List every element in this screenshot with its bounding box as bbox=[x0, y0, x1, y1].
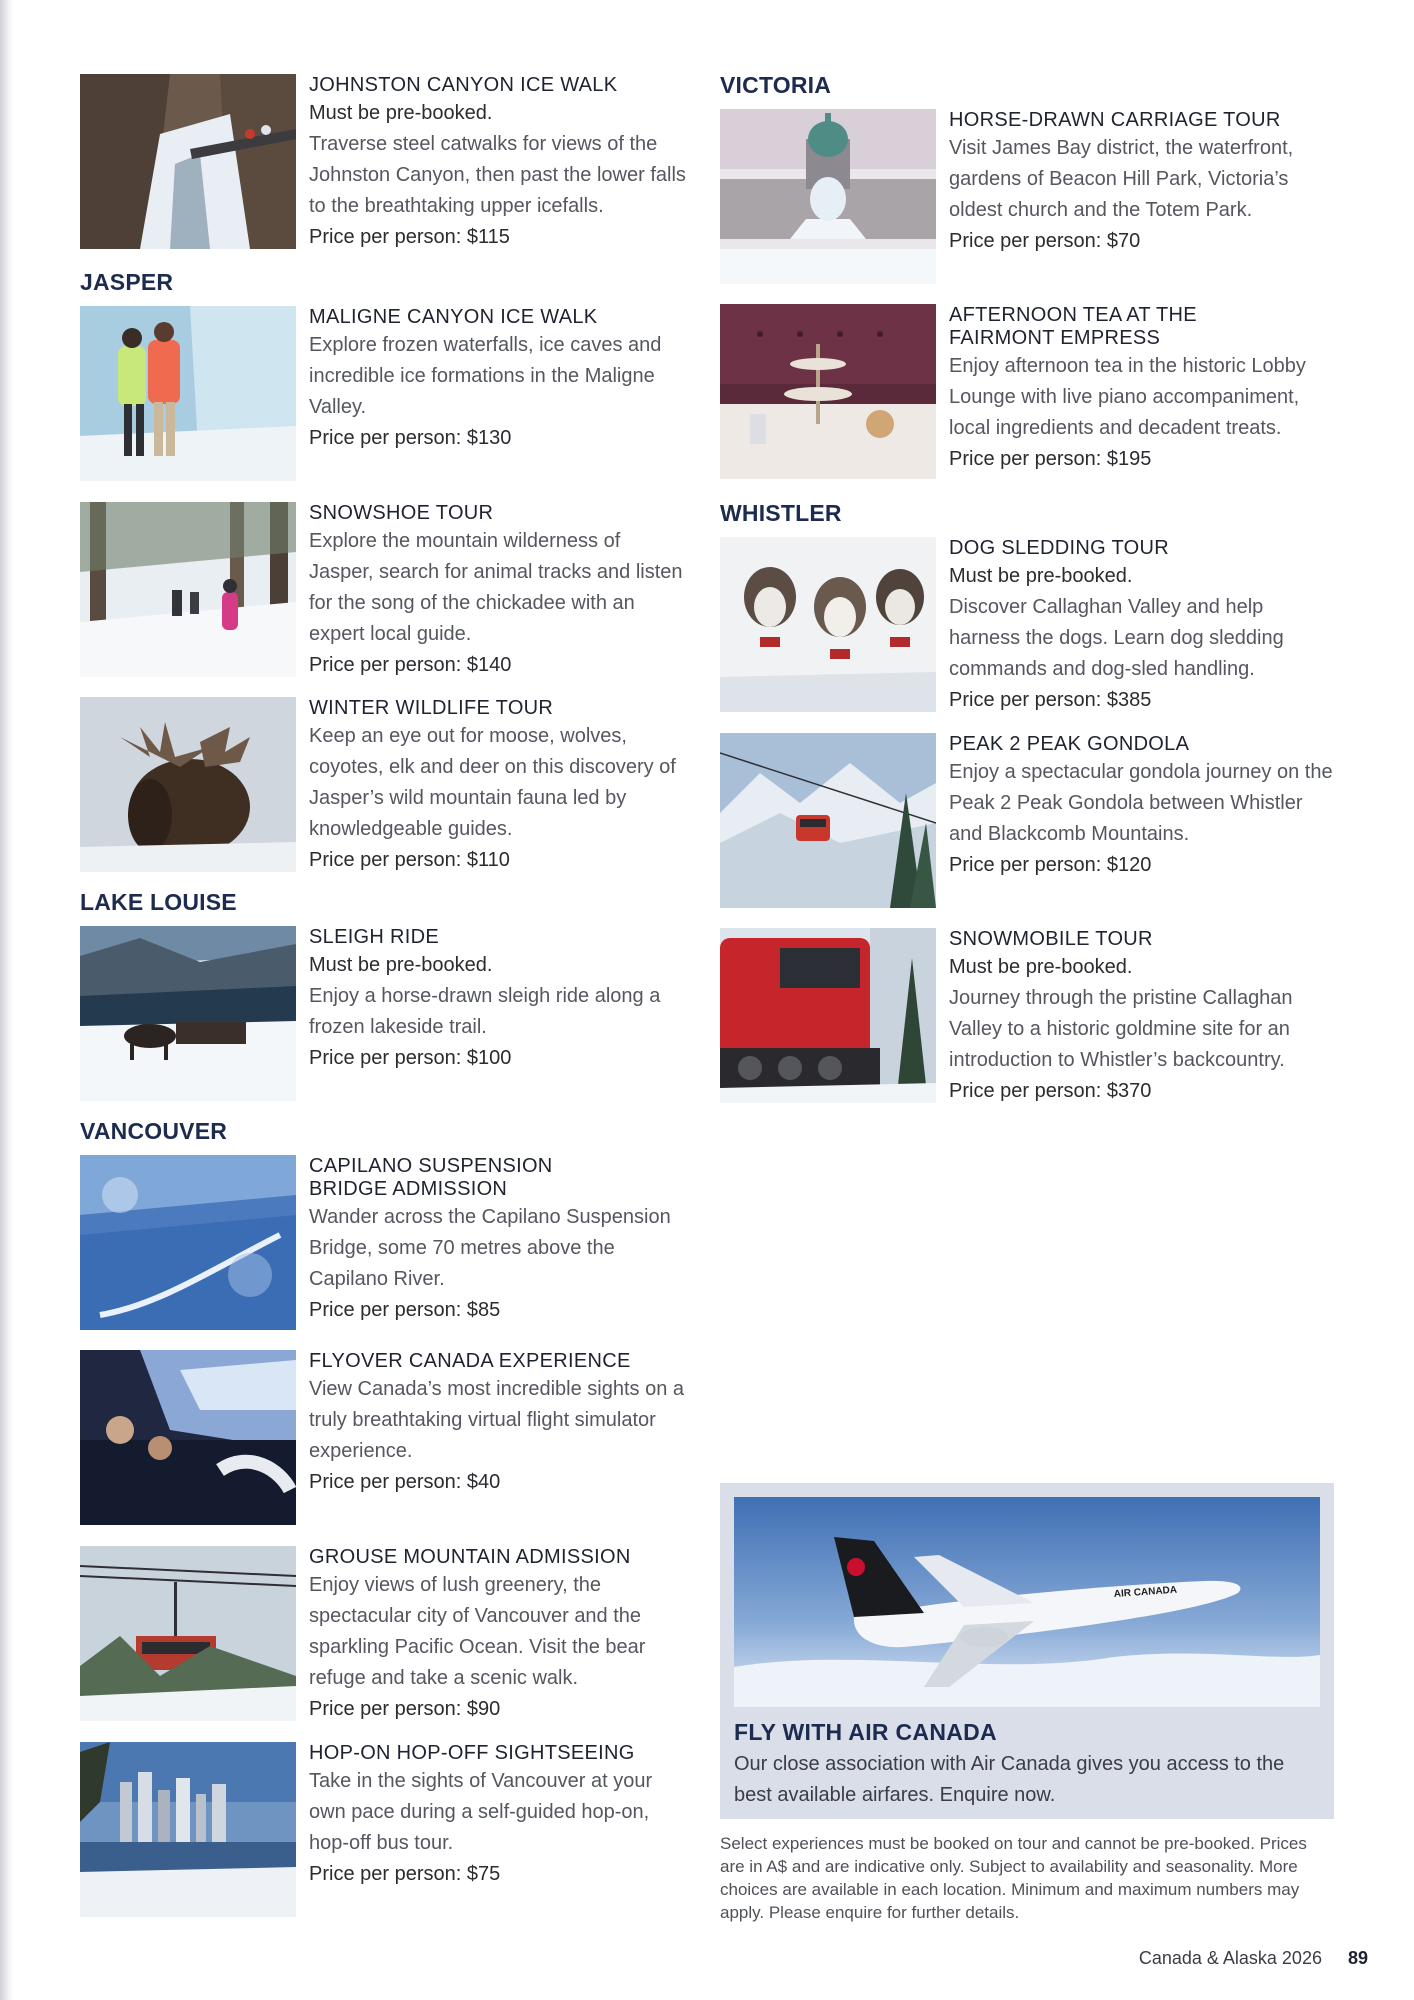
peak-gondola-photo bbox=[720, 733, 936, 908]
disclaimer-text: Select experiences must be booked on tour and cannot be pre-booked. Prices are in A$ and are indicative only. Subject to availability and seasonality. More choices are available in each location. Minimum and maximum numbers may apply. Please enquire for further details. bbox=[720, 1834, 1307, 1922]
experience-text bbox=[949, 928, 1334, 1107]
experience-description: Explore frozen waterfalls, ice caves and incredible ice formations in the Maligne Valley. bbox=[309, 334, 662, 418]
publication-name: Canada & Alaska 2026 bbox=[1138, 1948, 1322, 1968]
experience-title: HORSE-DRAWN CARRIAGE TOUR bbox=[949, 109, 1281, 131]
experience-description: Take in the sights of Vancouver at your own pace during a self-guided hop-on, hop-off bus tour. bbox=[309, 1770, 653, 1854]
experience-price: Price per person: $140 bbox=[309, 654, 512, 676]
experience-text bbox=[309, 502, 690, 681]
page-footer bbox=[1139, 1948, 1368, 1969]
experience-description: View Canada’s most incredible sights on a truly breathtaking virtual flight simulator experience. bbox=[309, 1378, 685, 1462]
sled-dogs-photo bbox=[720, 537, 936, 712]
experience-description: Wander across the Capilano Suspension Bridge, some 70 metres above the Capilano River. bbox=[309, 1206, 671, 1290]
experience-title: SNOWSHOE TOUR bbox=[309, 502, 494, 524]
region-heading-victoria: VICTORIA bbox=[720, 72, 832, 98]
promo-text: Our close association with Air Canada gives you access to the best available airfares. Enquire now. bbox=[734, 1753, 1285, 1806]
experience-text bbox=[949, 733, 1334, 881]
prebook-note: Must be pre-booked. bbox=[949, 565, 1133, 587]
experience-text bbox=[949, 537, 1334, 716]
experience-text bbox=[949, 304, 1334, 475]
experience-text bbox=[309, 1546, 690, 1725]
grouse-gondola-photo bbox=[80, 1546, 296, 1721]
experience-description: Traverse steel catwalks for views of the Johnston Canyon, then past the lower falls to the breathtaking upper icefalls. bbox=[309, 133, 686, 217]
region-heading-whistler: WHISTLER bbox=[720, 500, 842, 526]
afternoon-tea-photo bbox=[720, 304, 936, 479]
experience-price: Price per person: $70 bbox=[949, 230, 1141, 252]
experience-text bbox=[949, 109, 1334, 257]
experience-title: WINTER WILDLIFE TOUR bbox=[309, 697, 554, 719]
experience-price: Price per person: $85 bbox=[309, 1299, 501, 1321]
page-edge-shadow bbox=[0, 0, 14, 2000]
experience-title: PEAK 2 PEAK GONDOLA bbox=[949, 733, 1190, 755]
experience-description: Enjoy views of lush greenery, the spectacular city of Vancouver and the sparkling Pacific Ocean. Visit the bear refuge and take a scenic walk. bbox=[309, 1574, 646, 1689]
parliament-building-photo bbox=[720, 109, 936, 284]
experience-description: Discover Callaghan Valley and help harness the dogs. Learn dog sledding commands and dog-sled handling. bbox=[949, 596, 1284, 680]
plane-livery-text: AIR CANADA bbox=[1113, 1584, 1178, 1600]
page-number: 89 bbox=[1347, 1948, 1368, 1968]
experience-price: Price per person: $195 bbox=[949, 448, 1152, 470]
experience-description: Enjoy afternoon tea in the historic Lobby Lounge with live piano accompaniment, local ingredients and decadent treats. bbox=[949, 355, 1306, 439]
experience-price: Price per person: $100 bbox=[309, 1047, 512, 1069]
experience-title: HOP-ON HOP-OFF SIGHTSEEING bbox=[309, 1742, 635, 1764]
experience-price: Price per person: $385 bbox=[949, 689, 1152, 711]
experience-price: Price per person: $90 bbox=[309, 1698, 501, 1720]
experience-title: SLEIGH RIDE bbox=[309, 926, 439, 948]
vancouver-skyline-photo bbox=[80, 1742, 296, 1917]
prebook-note: Must be pre-booked. bbox=[309, 102, 493, 124]
experience-text bbox=[309, 306, 690, 454]
experience-description: Enjoy a horse-drawn sleigh ride along a frozen lakeside trail. bbox=[309, 985, 661, 1038]
experience-text bbox=[309, 1155, 690, 1326]
experience-description: Explore the mountain wilderness of Jasper, search for animal tracks and listen for the song of the chickadee with an expert local guide. bbox=[309, 530, 683, 645]
region-heading-vancouver: VANCOUVER bbox=[80, 1118, 228, 1144]
prebook-note: Must be pre-booked. bbox=[309, 954, 493, 976]
experience-price: Price per person: $75 bbox=[309, 1863, 501, 1885]
experience-price: Price per person: $130 bbox=[309, 427, 512, 449]
experience-title: SNOWMOBILE TOUR bbox=[949, 928, 1153, 950]
region-heading-jasper: JASPER bbox=[80, 269, 174, 295]
experience-title: DOG SLEDDING TOUR bbox=[949, 537, 1169, 559]
experience-text bbox=[309, 926, 690, 1074]
canyon-catwalk-photo bbox=[80, 74, 296, 249]
experience-title: FLYOVER CANADA EXPERIENCE bbox=[309, 1350, 631, 1372]
air-canada-promo bbox=[720, 1483, 1334, 1819]
moose-snow-photo bbox=[80, 697, 296, 872]
region-heading-lake-louise: LAKE LOUISE bbox=[80, 889, 237, 915]
experience-price: Price per person: $120 bbox=[949, 854, 1152, 876]
experience-description: Keep an eye out for moose, wolves, coyotes, elk and deer on this discovery of Jasper’s wild mountain fauna led by knowledgeable guides. bbox=[309, 725, 676, 840]
experience-text bbox=[309, 1742, 690, 1890]
ice-wall-hikers-photo bbox=[80, 306, 296, 481]
experience-price: Price per person: $110 bbox=[309, 849, 510, 871]
experience-title: CAPILANO SUSPENSION BRIDGE ADMISSION bbox=[309, 1155, 553, 1200]
experience-price: Price per person: $370 bbox=[949, 1080, 1152, 1102]
experience-text bbox=[309, 74, 690, 253]
suspension-bridge-photo bbox=[80, 1155, 296, 1330]
experience-text bbox=[309, 697, 690, 876]
snowshoe-forest-photo bbox=[80, 502, 296, 677]
experience-description: Visit James Bay district, the waterfront, gardens of Beacon Hill Park, Victoria’s oldest church and the Totem Park. bbox=[949, 137, 1294, 221]
promo-title: FLY WITH AIR CANADA bbox=[734, 1719, 997, 1745]
sleigh-ride-photo bbox=[80, 926, 296, 1101]
snowcat-photo bbox=[720, 928, 936, 1103]
experience-title: JOHNSTON CANYON ICE WALK bbox=[309, 74, 618, 96]
prebook-note: Must be pre-booked. bbox=[949, 956, 1133, 978]
experience-description: Journey through the pristine Callaghan Valley to a historic goldmine site for an introduction to Whistler’s backcountry. bbox=[949, 987, 1293, 1071]
experience-title: GROUSE MOUNTAIN ADMISSION bbox=[309, 1546, 631, 1568]
experience-price: Price per person: $40 bbox=[309, 1471, 501, 1493]
experience-title: MALIGNE CANYON ICE WALK bbox=[309, 306, 598, 328]
flight-simulator-photo bbox=[80, 1350, 296, 1525]
experience-description: Enjoy a spectacular gondola journey on the Peak 2 Peak Gondola between Whistler and Blackcomb Mountains. bbox=[949, 761, 1333, 845]
experience-text bbox=[309, 1350, 690, 1498]
air-canada-plane-photo bbox=[734, 1497, 1320, 1707]
experience-title: AFTERNOON TEA AT THE FAIRMONT EMPRESS bbox=[949, 304, 1197, 349]
experience-price: Price per person: $115 bbox=[309, 226, 510, 248]
